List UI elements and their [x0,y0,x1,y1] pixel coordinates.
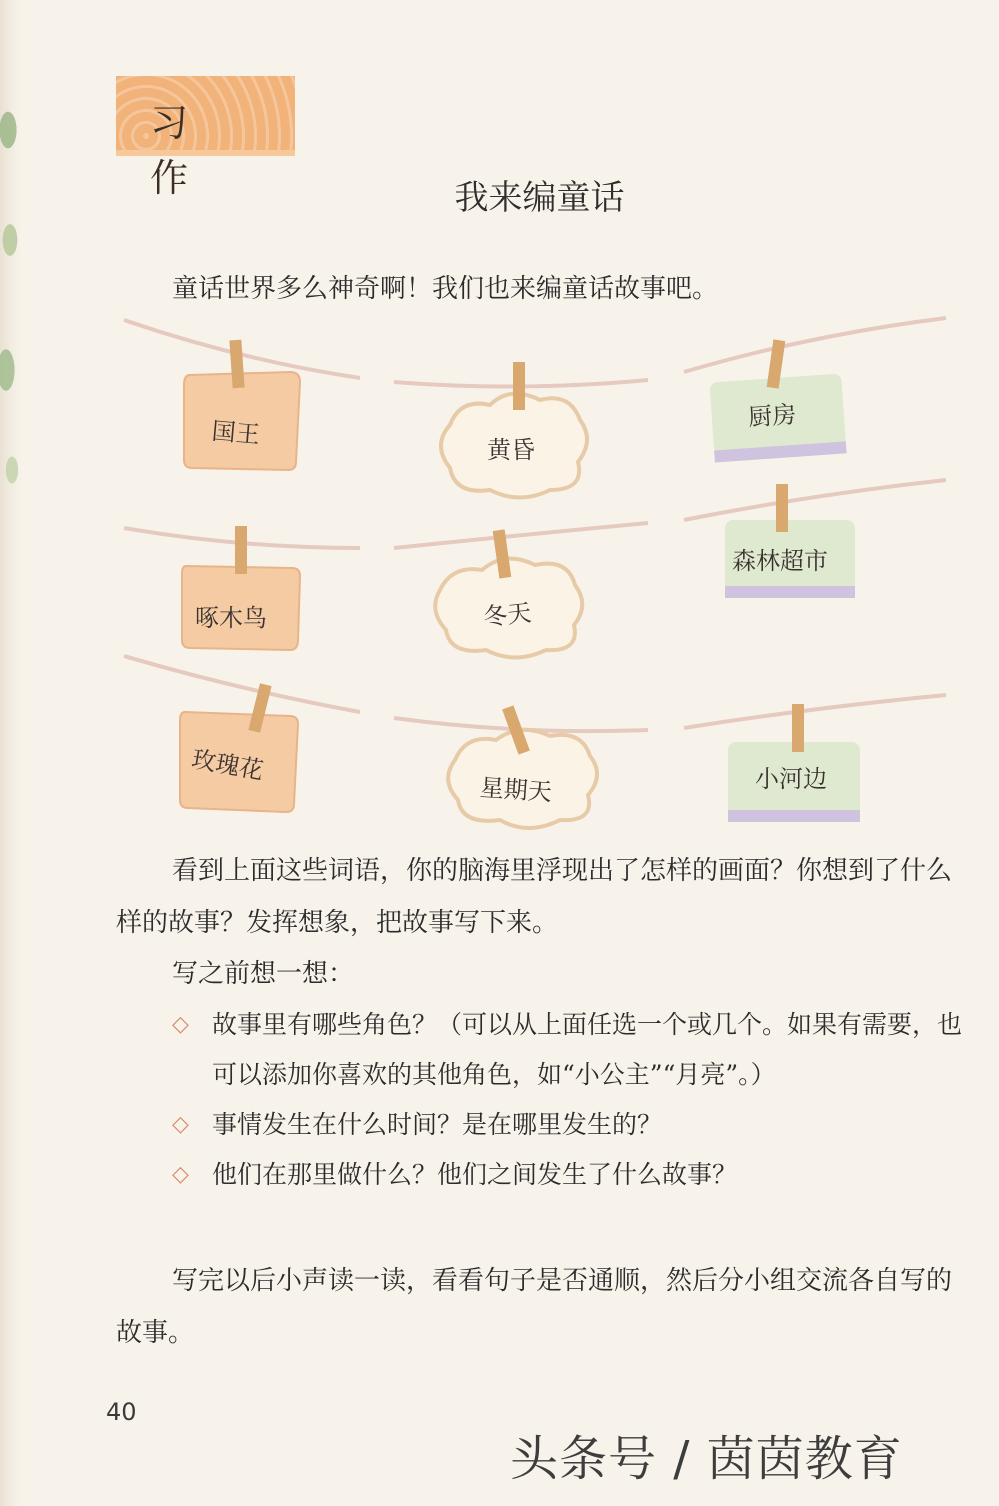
clothespin-icon [776,484,788,532]
card-word: 冬天 [481,598,533,632]
paragraph: 看到上面这些词语，你的脑海里浮现出了怎样的画面？你想到了什么样的故事？发挥想象，把故事写下来。 [116,856,953,938]
question-text: 故事里有哪些角色？（可以从上面任选一个或几个。如果有需要，也可以添加你喜欢的其他角色，如“小公主”“月亮”。） [212,1010,963,1089]
clothespin-icon [235,526,247,574]
question-text: 事情发生在什么时间？是在哪里发生的？ [212,1110,663,1139]
diamond-bullet-icon: ◇ [172,1112,189,1137]
question-list [172,1000,962,1200]
section-label-text: 习 作 [150,101,219,200]
paragraph: 写完以后小声读一读，看看句子是否通顺，然后分小组交流各自写的故事。 [116,1266,953,1348]
card-word: 森林超市 [732,547,828,575]
clothespin-icon [513,362,525,410]
clothespin-icon [792,704,804,752]
page-number: 40 [106,1398,137,1426]
prompt-text: 写之前想一想： [172,959,355,989]
card-word: 黄昏 [487,436,535,464]
card-word: 厨房 [747,400,798,432]
diamond-bullet-icon: ◇ [172,1012,189,1037]
list-item [172,1100,962,1150]
card-word: 小河边 [755,765,827,793]
card-word: 啄木鸟 [195,604,267,632]
card-word: 玫瑰花 [189,744,266,786]
page-title: 我来编童话 [454,178,625,218]
intro-text: 童话世界多么神奇啊！我们也来编童话故事吧。 [172,274,719,304]
list-item [172,1150,962,1200]
list-item [172,1000,962,1100]
watermark: 头条号 / 茵茵教育 [510,1431,903,1487]
diamond-bullet-icon: ◇ [172,1162,189,1187]
card-word: 国王 [210,416,261,450]
card-word: 星期天 [478,773,553,807]
question-text: 他们在那里做什么？他们之间发生了什么故事？ [212,1160,738,1189]
